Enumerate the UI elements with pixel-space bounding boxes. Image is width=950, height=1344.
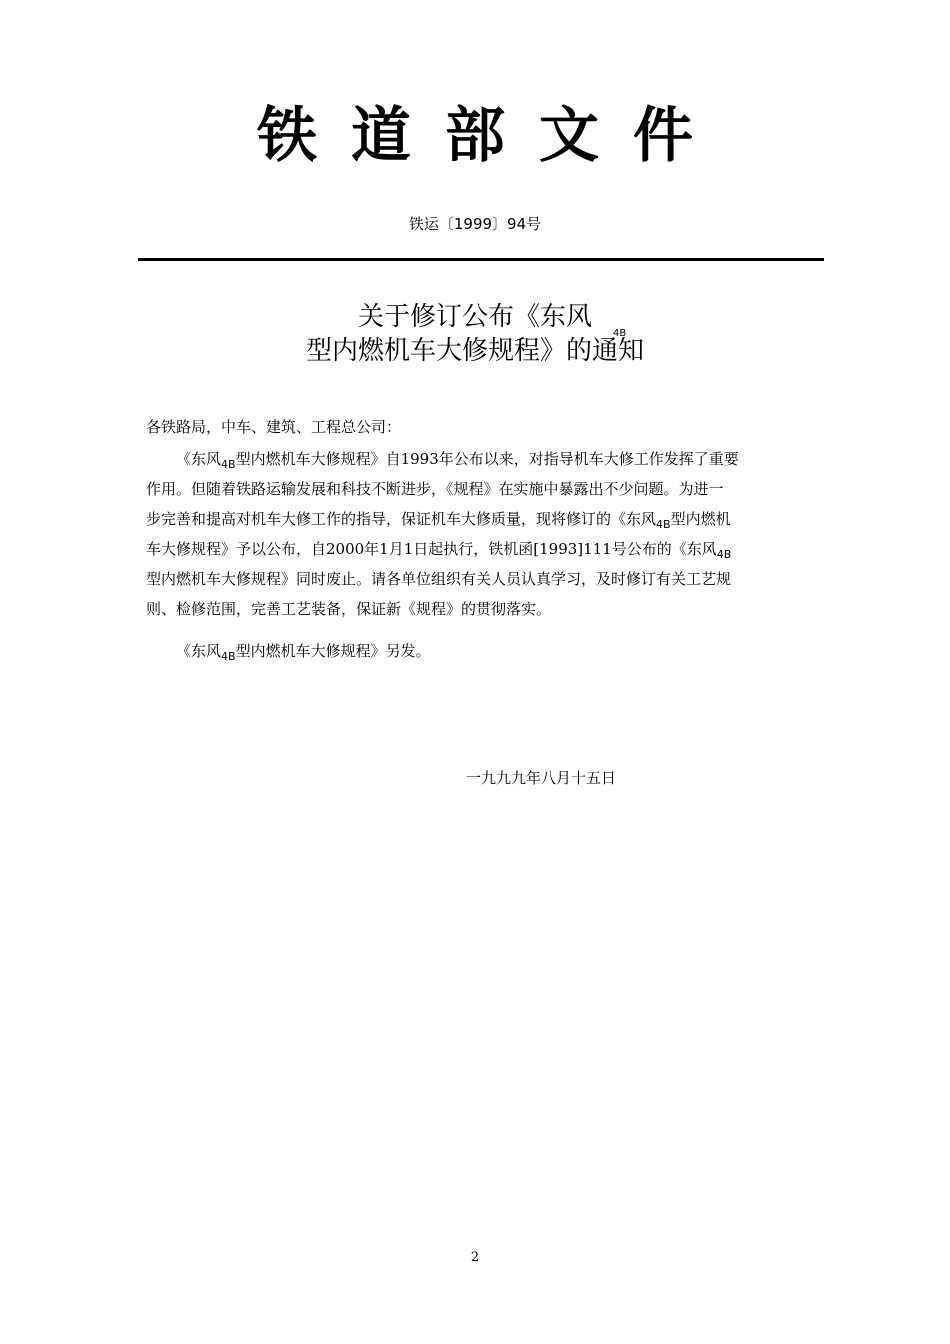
text-run: 型内燃机车大修规程》自1993年公布以来，对指导机车大修工作发挥了重要 (235, 450, 739, 468)
paragraph-line: 则、检修范围，完善工艺装备，保证新《规程》的贯彻落实。 (146, 600, 552, 618)
text-run: 《东风 (176, 450, 222, 468)
paragraph-line (146, 504, 814, 534)
masthead-title: 铁道部文件 (257, 101, 727, 171)
header-divider (138, 258, 824, 261)
notice-title-line-2: 型内燃机车大修规程》的通知 (305, 336, 644, 366)
body-paragraph-2 (146, 636, 814, 668)
paragraph-line (146, 636, 814, 668)
notice-title-subscript: 4B (613, 328, 627, 339)
model-subscript: 4B (716, 548, 732, 561)
model-subscript: 4B (221, 650, 236, 663)
paragraph-line (146, 534, 814, 564)
salutation: 各铁路局，中车、建筑、工程总公司： (146, 418, 402, 436)
model-subscript: 4B (656, 518, 671, 531)
text-run: 《东风 (176, 642, 222, 660)
model-subscript: 4B (221, 458, 236, 471)
text-run: 车大修规程》予以公布，自2000年1月1日起执行，铁机函[1993]111号公布的《东风 (146, 540, 717, 558)
paragraph-line (146, 444, 814, 474)
issue-date: 一九九九年八月十五日 (466, 769, 617, 787)
body-paragraph-1 (146, 444, 814, 624)
text-run: 步完善和提高对机车大修工作的指导，保证机车大修质量，现将修订的《东风 (146, 510, 657, 528)
document-number: 铁运〔1999〕94号 (408, 215, 542, 233)
text-run: 型内燃机车大修规程》另发。 (235, 642, 431, 660)
paragraph-line: 作用。但随着铁路运输发展和科技不断进步，《规程》在实施中暴露出不少问题。为进一 (146, 480, 724, 498)
notice-title-line-1: 关于修订公布《东风 (357, 302, 592, 332)
paragraph-line: 型内燃机车大修规程》同时废止。请各单位组织有关人员认真学习，及时修订有关工艺规 (146, 570, 732, 588)
text-run: 型内燃机 (670, 510, 731, 528)
page-number: 2 (470, 1250, 480, 1265)
